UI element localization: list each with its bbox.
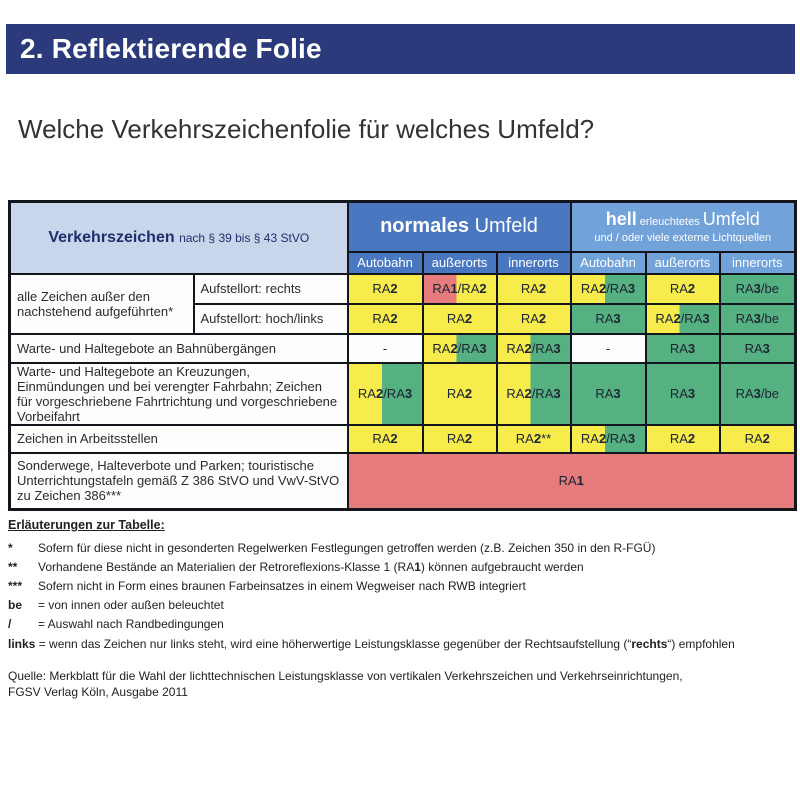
table-row [10, 274, 796, 304]
footnote-text: = Auswahl nach Randbedingungen [38, 617, 224, 631]
footnote-marker: *** [8, 579, 23, 593]
footnote-text: = von innen oder außen beleuchtet [38, 598, 224, 612]
footnote [8, 560, 792, 574]
row-sublabel: Aufstellort: hoch/links [194, 304, 348, 334]
slide-question: Welche Verkehrszeichenfolie für welches Umfeld? [18, 114, 595, 144]
source-line2: FGSV Verlag Köln, Ausgabe 2011 [8, 685, 188, 699]
class-value-cell: RA3 [571, 304, 646, 334]
class-value-cell: RA2 [348, 304, 423, 334]
class-value-cell: RA2 [348, 274, 423, 304]
footnote-marker: * [8, 541, 13, 555]
group-hell-line2: und / oder viele externe Lichtquellen [594, 231, 772, 244]
column-header-normal-innerorts: innerorts [497, 252, 571, 274]
class-value-cell: RA3/be [720, 274, 796, 304]
footnote-marker: be [8, 598, 23, 612]
notes-list [8, 541, 792, 631]
footnote-text: Vorhandene Bestände an Materialien der Retroreflexions-Klasse 1 (RA1) können aufgebraucht werden [38, 560, 584, 574]
class-value-cell: - [571, 334, 646, 363]
class-value-cell: RA2 [497, 274, 571, 304]
group-header-hell-umfeld [571, 202, 796, 252]
class-value-cell: RA3 [720, 334, 796, 363]
class-value-cell: RA2 [646, 425, 720, 453]
footnote [8, 541, 792, 555]
class-value-cell: RA1 [348, 453, 796, 510]
class-value-cell: RA2 [720, 425, 796, 453]
column-header-normal-auerorts: außerorts [423, 252, 497, 274]
footnote-text: Sofern nicht in Form eines braunen Farbeinsatzes in einem Wegweiser nach RWB integriert [38, 579, 526, 593]
footnote [8, 598, 792, 612]
class-value-cell: RA2/RA3 [497, 334, 571, 363]
class-value-cell: RA2 [423, 363, 497, 425]
row-label: alle Zeichen außer den nachstehend aufgeführten* [10, 274, 194, 334]
class-value-cell: RA2 [423, 304, 497, 334]
slide-title: 2. Reflektierende Folie [20, 33, 322, 64]
source-line1: Quelle: Merkblatt für die Wahl der lichttechnischen Leistungsklasse von vertikalen Verkehrszeichen und Verkehrseinrichtungen, [8, 669, 683, 683]
class-value-cell: RA3 [571, 363, 646, 425]
group-normal-rest: Umfeld [469, 215, 538, 238]
corner-subtitle: nach § 39 bis § 43 StVO [179, 230, 310, 245]
slide-title-bar [6, 24, 795, 74]
row-label: Zeichen in Arbeitsstellen [10, 425, 348, 453]
corner-title: Verkehrszeichen [48, 228, 175, 246]
class-value-cell: RA3/be [720, 363, 796, 425]
class-value-cell: RA3 [646, 363, 720, 425]
notes-section [8, 518, 792, 700]
group-hell-line1: hell erleuchtetes Umfeld [605, 208, 760, 229]
notes-title: Erläuterungen zur Tabelle: [8, 518, 165, 532]
header-row-groups [10, 202, 796, 252]
classification-table-wrap [8, 200, 797, 511]
source-reference [8, 668, 792, 700]
group-normal-bold: normales [380, 215, 470, 238]
class-value-cell: RA2 [348, 425, 423, 453]
class-value-cell: RA2/RA3 [571, 274, 646, 304]
group-header-normales-umfeld [348, 202, 571, 252]
row-sublabel: Aufstellort: rechts [194, 274, 348, 304]
class-value-cell: RA2 [423, 425, 497, 453]
class-value-cell: - [348, 334, 423, 363]
corner-header-verkehrszeichen [10, 202, 348, 274]
table-row [10, 425, 796, 453]
class-value-cell: RA3 [646, 334, 720, 363]
column-header-hell-innerorts: innerorts [720, 252, 796, 274]
footnote-marker: ** [8, 560, 18, 574]
column-header-normal-autobahn: Autobahn [348, 252, 423, 274]
column-header-hell-auerorts: außerorts [646, 252, 720, 274]
table-row [10, 334, 796, 363]
footnote-links: links = wenn das Zeichen nur links steht, wird eine höherwertige Leistungsklasse gegenüber der Rechtsaufstellung (“rechts“) empfohlen [8, 637, 735, 651]
classification-table [8, 200, 797, 511]
row-label: Warte- und Haltegebote an Kreuzungen, Einmündungen und bei verengter Fahrbahn; Zeichen für vorgeschriebene Fahrtrichtung und vorgeschriebene Vorbeifahrt [10, 363, 348, 425]
row-label: Sonderwege, Halteverbote und Parken; touristische Unterrichtungstafeln gemäß Z 386 StVO und VwV-StVO zu Zeichen 386*** [10, 453, 348, 510]
class-value-cell: RA1/RA2 [423, 274, 497, 304]
table-row [10, 363, 796, 425]
class-value-cell: RA2/RA3 [423, 334, 497, 363]
row-label: Warte- und Haltegebote an Bahnübergängen [10, 334, 348, 363]
class-value-cell: RA2** [497, 425, 571, 453]
table-row [10, 453, 796, 510]
footnote [8, 617, 792, 631]
footnote-marker: / [8, 617, 12, 631]
column-header-hell-autobahn: Autobahn [571, 252, 646, 274]
class-value-cell: RA3/be [720, 304, 796, 334]
footnote-text: Sofern für diese nicht in gesonderten Regelwerken Festlegungen getroffen werden (z.B. Zeichen 350 in den R-FGÜ) [38, 541, 656, 555]
class-value-cell: RA2/RA3 [646, 304, 720, 334]
class-value-cell: RA2 [497, 304, 571, 334]
class-value-cell: RA2/RA3 [348, 363, 423, 425]
class-value-cell: RA2/RA3 [571, 425, 646, 453]
class-value-cell: RA2/RA3 [497, 363, 571, 425]
footnote [8, 579, 792, 593]
class-value-cell: RA2 [646, 274, 720, 304]
